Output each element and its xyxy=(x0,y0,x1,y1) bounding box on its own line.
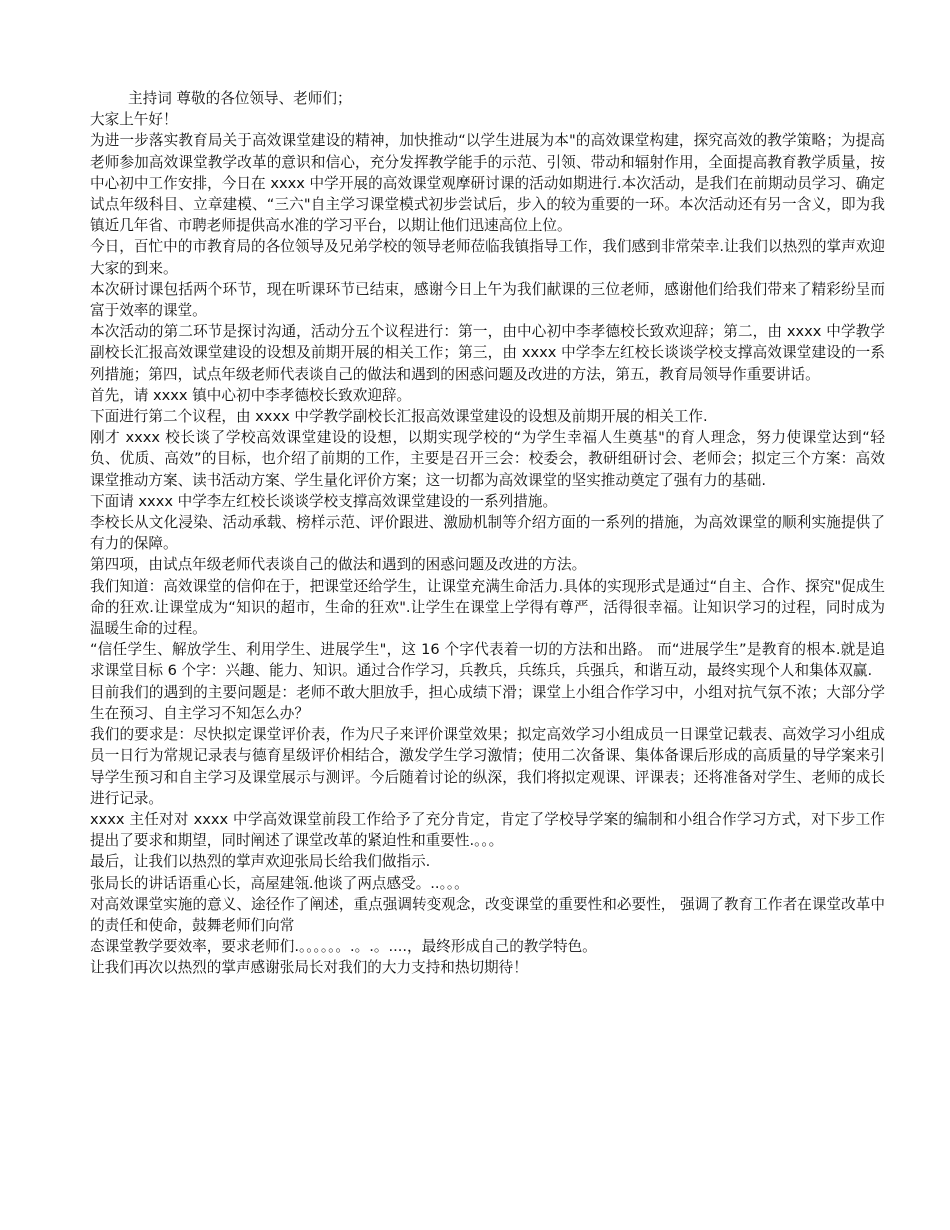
paragraph-second-item: 下面进行第二个议程，由 xxxx 中学教学副校长汇报高效课堂建设的设想及前期开展的相关工作. xyxy=(90,408,708,426)
paragraph-speech-content-continued: 态课堂教学要效率，要求老师们.。。。。。。.。.。....，最终形成自己的教学特色。 xyxy=(90,938,597,956)
paragraph-first-item: 首先，请 xxxx 镇中心初中李孝德校长致欢迎辞。 xyxy=(90,386,412,404)
paragraph-speech-content: 对高效课堂实施的意义、途径作了阐述，重点强调转变观念，改变课堂的重要性和必要性， 强调了教育工作者在课堂改革中的责任和使命，鼓舞老师们向常 xyxy=(90,895,885,934)
paragraph-director-speech: 张局长的讲话语重心长，高屋建瓴.他谈了两点感受。..。。。 xyxy=(90,874,469,892)
paragraph-agenda: 本次活动的第二环节是探讨沟通，活动分五个议程进行：第一，由中心初中李孝德校长致欢迎辞；第二，由 xxxx 中学教学副校长汇报高效课堂建设的设想及前期开展的相关工作；第三，由 xxxx 中学李左红校长谈谈学校支撑高效课堂建设的一系列措施；第四，试点年级老师代表谈自己的做法和遇到的困惑问题及改进的方法，第五，教育局领导作重要讲话。 xyxy=(90,323,885,383)
paragraph-third-item: 下面请 xxxx 中学李左红校长谈谈学校支撑高效课堂建设的一系列措施。 xyxy=(90,492,558,510)
paragraph-finally: 最后，让我们以热烈的掌声欢迎张局长给我们做指示. xyxy=(90,853,431,871)
host-greeting: 主持词 尊敬的各位领导、老师们； xyxy=(128,90,352,107)
paragraph-trust-students: “信任学生、解放学生、利用学生、进展学生"，这 16 个字代表着一切的方法和出路。 而“进展学生”是教育的根本.就是追求课堂目标 6 个字：兴趣、能力、知识。通过合作学习，兵教兵，兵练兵，兵强兵，和谐互动，最终实现个人和集体双赢. xyxy=(90,641,885,680)
paragraph-efficient-classroom-belief: 我们知道：高效课堂的信仰在于，把课堂还给学生，让课堂充满生命活力.具体的实现形式是通过“自主、合作、探究"促成生命的狂欢.让课堂成为“知识的超市，生命的狂欢".让学生在课堂上学得有尊严，活得很幸福。让知识学习的过程，同时成为温暖生命的过程。 xyxy=(90,577,885,638)
paragraph-closing: 让我们再次以热烈的掌声感谢张局长对我们的大力支持和热切期待！ xyxy=(90,959,528,977)
paragraph-director-remarks: xxxx 主任对对 xxxx 中学高效课堂前段工作给予了充分肯定，肯定了学校导学案的编制和小组合作学习方式，对下步工作提出了要求和期望，同时阐述了课堂改革的紧迫性和重要性.。。。 xyxy=(90,810,885,850)
paragraph-third-item-summary: 李校长从文化浸染、活动承载、榜样示范、评价跟进、激励机制等介绍方面的一系列的措施，为高效课堂的顺利实施提供了有力的保障。 xyxy=(90,514,885,553)
document-body xyxy=(90,88,885,979)
paragraph-requirements: 我们的要求是：尽快拟定课堂评价表，作为尺子来评价课堂效果；拟定高效学习小组成员一日课堂记载表、高效学习小组成员一日行为常规记录表与德育星级评价相结合，激发学生学习激情；使用二次备课、集体备课后形成的高质量的导学案来引导学生预习和自主学习及课堂展示与测评。今后随着讨论的纵深，我们将拟定观课、评课表；还将准备对学生、老师的成长进行记录。 xyxy=(90,726,885,807)
paragraph-introduction: 为进一步落实教育局关于高效课堂建设的精神，加快推动“以学生进展为本"的高效课堂构建，探究高效的教学策略；为提高老师参加高效课堂教学改革的意识和信心，充分发挥教学能手的示范、引领、带动和辐射作用，全面提高教育教学质量，按中心初中工作安排，今日在 xxxx 中学开展的高效课堂观摩研讨课的活动如期进行.本次活动，是我们在前期动员学习、确定试点年级科目、立章建模、“三六"自主学习课堂模式初步尝试后，步入的较为重要的一环。本次活动还有另一含义，即为我镇近几年省、市聘老师提供高水准的学习平台，以期让他们迅速高位上位。 xyxy=(90,132,885,235)
paragraph-second-item-summary: 刚才 xxxx 校长谈了学校高效课堂建设的设想，以期实现学校的“为学生幸福人生奠基"的育人理念，努力使课堂达到“轻负、优质、高效”的目标，也介绍了前期的工作，主要是召开三会：校委会，教研组研讨会、老师会；拟定三个方案：高效课堂推动方案、读书活动方案、学生量化评价方案；这一切都为高效课堂的坚实推动奠定了强有力的基础. xyxy=(90,429,885,489)
paragraph-current-problems: 目前我们的遇到的主要问题是：老师不敢大胆放手，担心成绩下滑；课堂上小组合作学习中，小组对抗气氛不浓；大部分学生在预习、自主学习不知怎么办？ xyxy=(90,683,885,722)
paragraph-welcome-leaders: 今日，百忙中的市教育局的各位领导及兄弟学校的领导老师莅临我镇指导工作，我们感到非常荣幸.让我们以热烈的掌声欢迎大家的到来。 xyxy=(90,238,885,277)
paragraph-good-morning: 大家上午好！ xyxy=(90,111,178,129)
paragraph-fourth-item: 第四项，由试点年级老师代表谈自己的做法和遇到的困惑问题及改进的方法。 xyxy=(90,556,587,574)
paragraph-thanks-teachers: 本次研讨课包括两个环节，现在听课环节已结束，感谢今日上午为我们献课的三位老师，感谢他们给我们带来了精彩纷呈而富于效率的课堂。 xyxy=(90,280,885,320)
